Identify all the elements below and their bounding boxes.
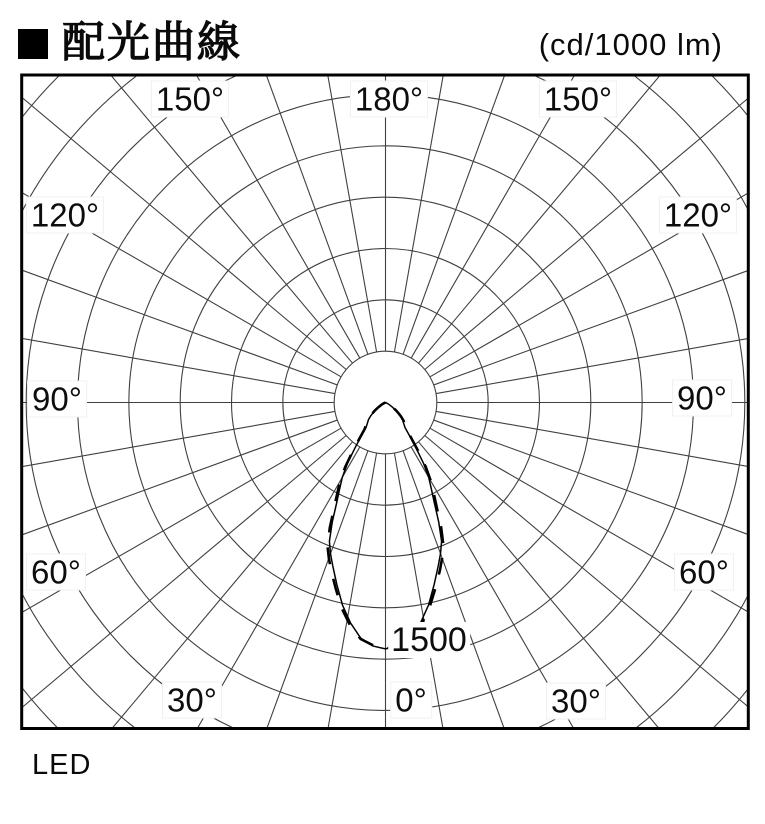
angle-tick-30-left: 30° (162, 682, 222, 719)
angle-tick-0-center: 0° (390, 682, 432, 719)
angle-tick-150-left: 150° (151, 81, 229, 118)
grid-radial-210 (113, 0, 360, 358)
grid-radial-340 (199, 451, 368, 824)
grid-radial-350 (291, 453, 377, 824)
title-text: 配光曲線 (62, 19, 242, 67)
grid-radial-60 (430, 428, 765, 675)
chart-unit-label: (cd/1000 lm) (538, 27, 723, 62)
grid-radial-160 (403, 0, 572, 354)
source-label: LED (32, 749, 92, 781)
grid-radial-300 (0, 428, 341, 675)
angle-tick-120-left: 120° (26, 197, 104, 234)
angle-tick-120-right: 120° (659, 197, 737, 234)
grid-radial-110 (434, 216, 765, 385)
angle-tick-90-right: 90° (672, 380, 732, 417)
angle-tick-150-right: 150° (539, 81, 617, 118)
angle-tick-60-left: 60° (26, 554, 86, 591)
grid-radial-150 (411, 0, 658, 358)
grid-radial-200 (199, 0, 368, 354)
angle-tick-180-center: 180° (350, 81, 428, 118)
peak-value-label: 1500 (388, 622, 470, 658)
grid-radial-120 (430, 130, 765, 377)
angle-tick-90-left: 90° (27, 381, 87, 418)
grid-radial-170 (394, 0, 480, 352)
grid-radial-190 (291, 0, 377, 352)
angle-tick-60-right: 60° (674, 554, 734, 591)
grid-radial-250 (0, 216, 337, 385)
angle-tick-30-right: 30° (546, 683, 606, 720)
grid-radial-240 (0, 130, 341, 377)
